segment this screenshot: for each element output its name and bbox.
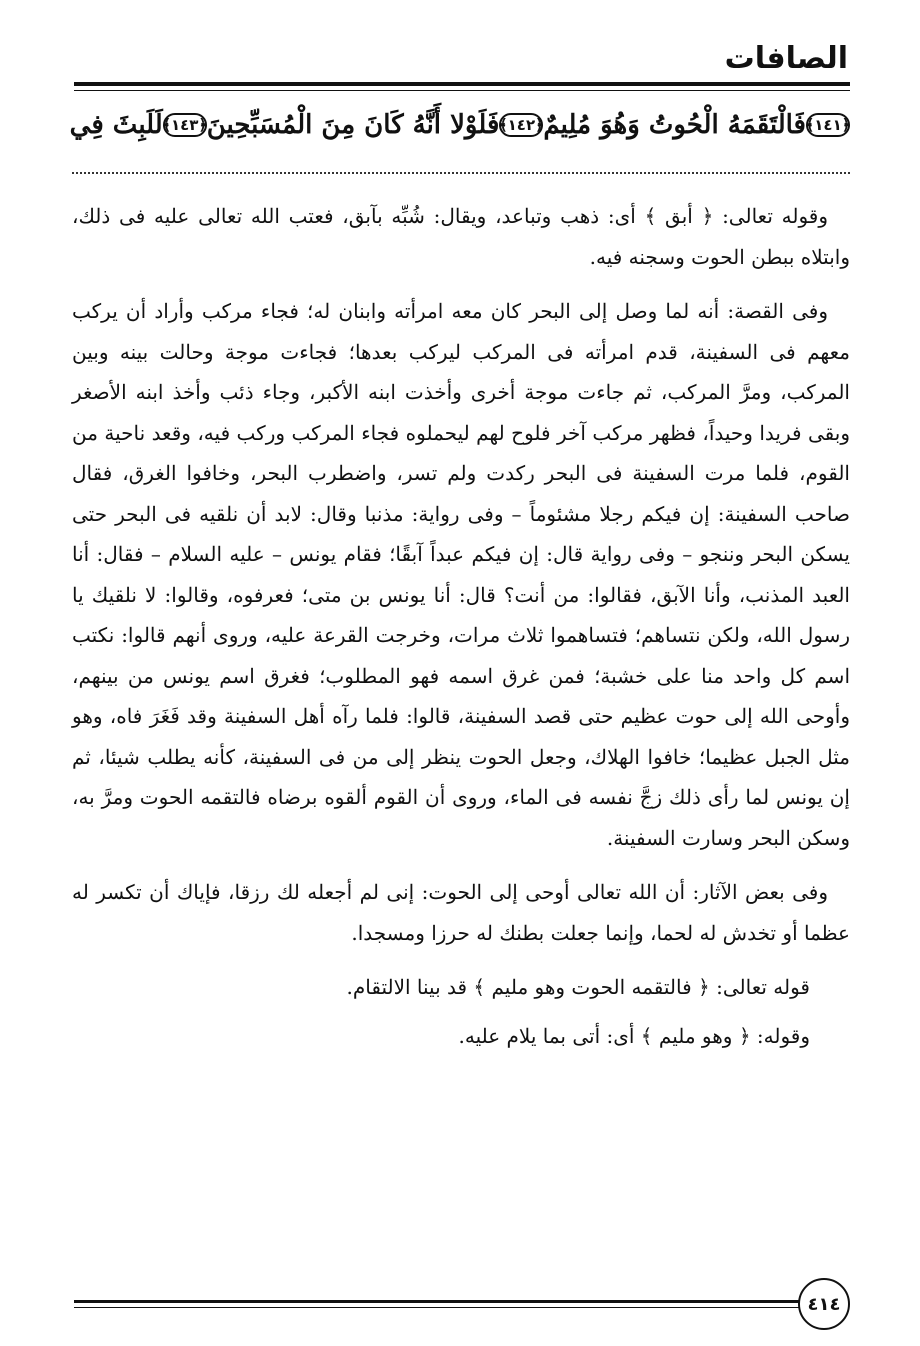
commentary-body	[72, 196, 850, 1064]
sura-title: الصافات	[724, 41, 848, 76]
quran-verse-line	[69, 100, 851, 150]
ayah-marker-143: ﴿١٤٣﴾	[163, 113, 207, 137]
header-rule-thin	[74, 90, 850, 91]
footer-rule-thin	[74, 1307, 802, 1308]
verse-segment-143: لَلَبِثَ فِي	[69, 110, 163, 140]
ayah-marker-141: ﴿١٤١﴾	[806, 113, 850, 137]
page-number: ٤١٤	[798, 1278, 850, 1330]
verse-segment-141: فَالْتَقَمَهُ الْحُوتُ وَهُوَ مُلِيمٌ	[543, 110, 806, 140]
paragraph-iltiqam: قوله تعالى: ﴿ فالتقمه الحوت وهو مليم ﴾ قد بينا الالتقام.	[346, 975, 810, 999]
ayah-marker-142: ﴿١٤٢﴾	[499, 113, 543, 137]
verse-segment-142: فَلَوْلا أَنَّهُ كَانَ مِنَ الْمُسَبِّحِينَ	[206, 110, 500, 140]
paragraph-story: وفى القصة: أنه لما وصل إلى البحر كان معه امرأته وابنان له؛ فجاء مركب وأراد أن يركب معهم فى السفينة، قدم امرأته فى المركب ليركب بعدها؛ فجاءت موجة وحالت بينه وبين المركب، ومرَّ المركب، ثم جاءت موجة أخرى وأخذت ابنه الأكبر، وجاء ذئب وأخذ ابنه الأصغر وبقى فريدا وحيداً، فظهر مركب آخر فلوح لهم ليحملوه فجاء المركب وركب فيه، وقعد ناحية من القوم، فلما مرت السفينة فى البحر ركدت ولم تسر، واضطرب البحر، وخافوا الغرق، فقال صاحب السفينة: إن فيكم رجلا مشئوماً – وفى رواية: مذنبا وقال: لابد أن نلقيه فى البحر حتى يسكن البحر وننجو – وفى رواية قال: إن فيكم عبداً آبقًا؛ فقام يونس – عليه السلام – فقال: أنا العبد المذنب، وأنا الآبق، فقالوا: من أنت؟ قال: أنا يونس بن متى؛ فعرفوه، وقالوا: لا نلقيك يا رسول الله، ولكن نتساهم؛ فتساهموا ثلاث مرات، وخرجت القرعة عليه، وروى أنهم قالوا: نكتب اسم كل واحد منا على خشبة؛ فمن غرق اسمه فهو المطلوب؛ فغرق اسم يونس من بينهم، وأوحى الله إلى حوت عظيم حتى قصد السفينة، قالوا: فلما رآه أهل السفينة وقد فَغَرَ فاه، وهو مثل الجبل عظيما؛ خافوا الهلاك، وجعل الحوت ينظر إلى من فى السفينة، كأنه يطلب شيئا، ثم إن يونس لما رأى ذلك زجَّ نفسه فى الماء، وروى أن القوم ألقوه برضاه فالتقمه الحوت ومرَّ به، وسكن البحر وسارت السفينة.	[72, 299, 850, 850]
footer-rule	[74, 1300, 802, 1303]
sura-header	[725, 40, 848, 78]
header-rule	[74, 82, 850, 86]
verse-separator	[72, 172, 850, 174]
paragraph-abaqa: وقوله تعالى: ﴿ أبق ﴾ أى: ذهب وتباعد، ويقال: شُبِّه بآبق، فعتب الله تعالى عليه فى ذلك، وابتلاه ببطن الحوت وسجنه فيه.	[72, 204, 850, 269]
paragraph-athar: وفى بعض الآثار: أن الله تعالى أوحى إلى الحوت: إنى لم أجعله لك رزقا، فإياك أن تكسر له عظما أو تخدش له لحما، وإنما جعلت بطنك له حرزا ومسجدا.	[72, 880, 850, 945]
paragraph-mulim: وقوله: ﴿ وهو مليم ﴾ أى: أتى بما يلام عليه.	[458, 1023, 810, 1048]
